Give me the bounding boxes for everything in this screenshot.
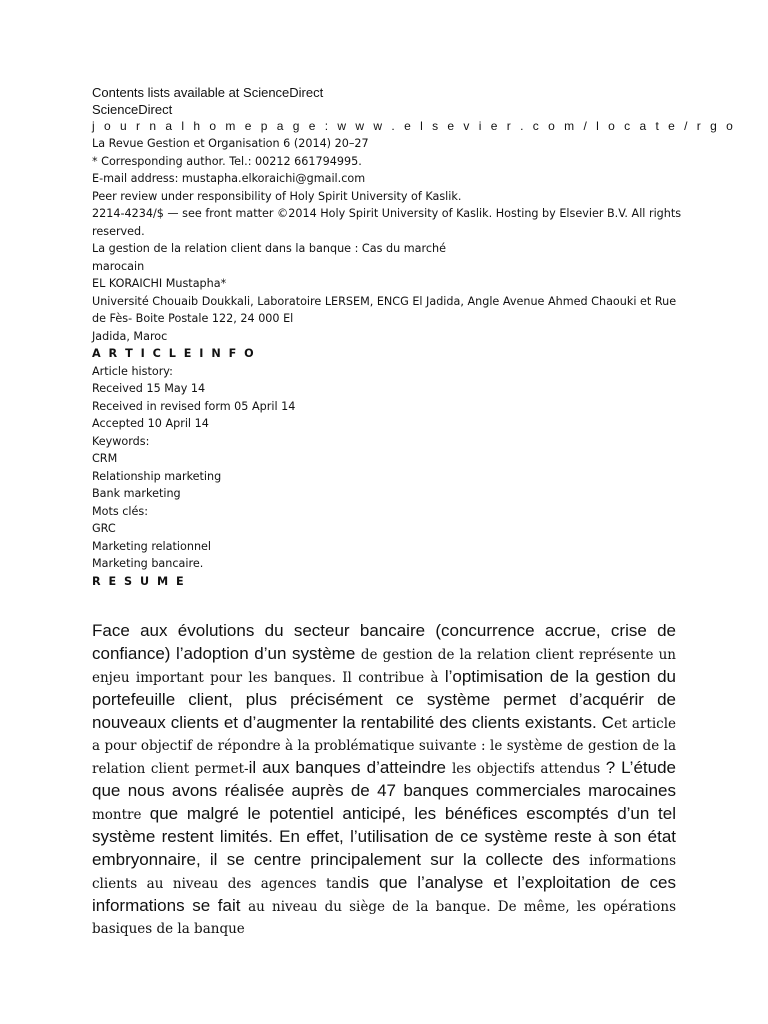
meta-line: A R T I C L E I N F O (92, 347, 256, 360)
abstract-segment: l’optimisation de la gestion du portefeuille client, plus précisément ce système permet d’acquérir de nouveaux clients et d’augmenter la rentabilité des clients existants. C (92, 667, 676, 732)
contents-line: Contents lists available at ScienceDirect (92, 85, 324, 100)
abstract-segment: Face aux évolutions du secteur bancaire (concurrence accrue, crise de confiance) l’adoption d’un système (92, 621, 676, 663)
meta-line: R E S U M E (92, 574, 186, 588)
meta-line: Peer review under responsibility of Holy Spirit University of Kaslik. (92, 189, 462, 203)
meta-line: La gestion de la relation client dans la banque : Cas du marché (92, 242, 446, 255)
abstract-segment: il aux banques d’atteindre (248, 758, 452, 777)
meta-line: Relationship marketing (92, 469, 222, 483)
meta-line: 2214-4234/$ — see front matter ©2014 Holy Spirit University of Kaslik. Hosting by Elsevier B.V. All rights reserved. (92, 207, 682, 238)
meta-line: Article history: (92, 364, 173, 378)
meta-line: Keywords: (92, 434, 150, 448)
abstract-segment: que malgré le potentiel anticipé, les bénéfices escomptés d’un tel système restent limités. En effet, l’utilisation de ce système reste à son état embryonnaire, il se centre principalement sur la collecte des (92, 804, 676, 869)
journal-header (92, 84, 736, 135)
abstract-segment: les objectifs attendus (451, 761, 606, 777)
meta-line: Bank marketing (92, 487, 181, 500)
sciencedirect-label: ScienceDirect (92, 102, 173, 117)
abstract-segment: et article a pour objectif de répondre à la problématique suivante : le système de gestion de la relation client permet- (92, 716, 676, 777)
meta-line: Received in revised form 05 April 14 (92, 399, 296, 413)
abstract-segment: montre (92, 807, 150, 823)
meta-line: EL KORAICHI Mustapha* (92, 277, 227, 290)
abstract-paragraph (92, 620, 676, 940)
abstract-segment: is que l’analyse et l’exploitation de ces informations se fait (92, 873, 677, 915)
abstract-segment: de gestion de la relation client représente un enjeu important pour les banques. Il contribue à (92, 647, 676, 686)
abstract-segment: informations clients au niveau des agences tand (92, 853, 676, 892)
meta-line: marocain (92, 259, 145, 273)
meta-line: La Revue Gestion et Organisation 6 (2014) 20–27 (92, 137, 369, 150)
meta-line: GRC (92, 522, 116, 535)
abstract-text (92, 620, 676, 940)
meta-line: Received 15 May 14 (92, 382, 206, 395)
meta-line: * Corresponding author. Tel.: 00212 661794995. (92, 154, 362, 168)
meta-line: Marketing relationnel (92, 539, 212, 553)
meta-line: Université Chouaib Doukkali, Laboratoire LERSEM, ENCG El Jadida, Angle Avenue Ahmed Chaouki et Rue de Fès- Boite Postale 122, 24 000 El (92, 294, 677, 325)
meta-line: CRM (92, 452, 118, 465)
meta-line: Accepted 10 April 14 (92, 417, 209, 430)
meta-line: E-mail address: mustapha.elkoraichi@gmail.com (92, 172, 366, 185)
article-metadata (92, 135, 682, 590)
abstract-segment: au niveau du siège de la banque. De même, les opérations basiques de la banque (92, 899, 677, 937)
meta-line: Mots clés: (92, 504, 149, 518)
abstract-segment: ? L’étude que nous avons réalisée auprès de 47 banques commerciales marocaines (92, 758, 677, 800)
journal-homepage: j o u r n a l h o m e p a g e : w w w . e l s e v i e r . c o m / l o c a t e / r g o (92, 119, 736, 133)
meta-line: Jadida, Maroc (92, 329, 168, 343)
meta-line: Marketing bancaire. (92, 557, 204, 570)
